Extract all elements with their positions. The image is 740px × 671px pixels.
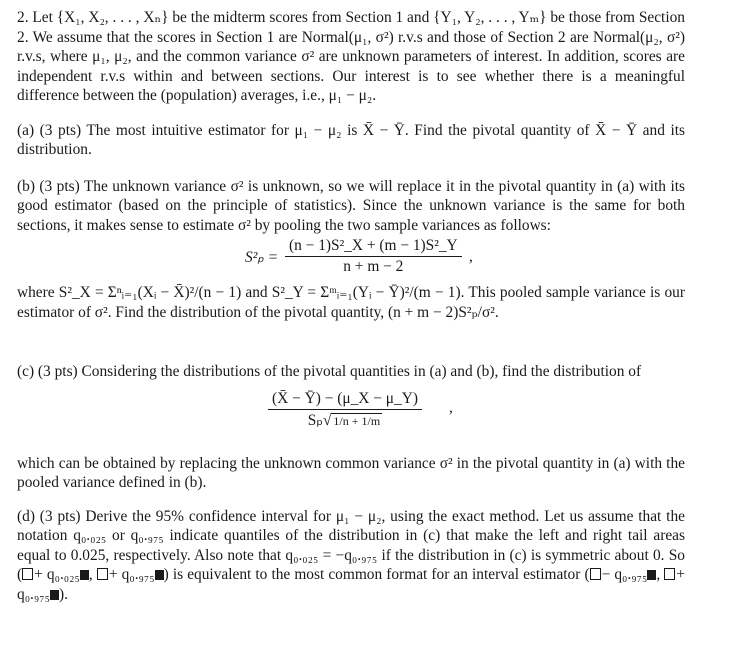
pooled-sd-symbol: Sₚ	[307, 411, 323, 429]
part-d-text-2: + q₀.₀₂₅	[34, 566, 80, 583]
part-d-text-3: ,	[88, 566, 93, 583]
part-d-text-5: ) is equivalent to the most common format for an interval estimator (	[163, 566, 590, 583]
blank-box-icon	[22, 568, 33, 580]
pooled-variance-denominator: n + m − 2	[343, 258, 404, 275]
part-d	[17, 507, 685, 605]
blank-box-icon	[590, 568, 601, 580]
part-d-text-4: + q₀.₉₇₅	[108, 566, 155, 583]
blank-box-icon	[97, 568, 108, 580]
part-d-text-1: (d) (3 pts) Derive the 95% confidence interval for μ₁ − μ₂, using the exact method. Let us assume that the notation q₀.₀₂₅ or q₀.₉₇₅ indicate quantiles of the distribution in (c) that make the left and right tail areas equal to 0.025, respectively. Also note that q₀.₀₂₅ = −q₀.₉₇₅ if the distribution in (c) is symmetric about 0. So (	[17, 507, 685, 583]
part-a: (a) (3 pts) The most intuitive estimator for μ₁ − μ₂ is X̄ − Ȳ. Find the pivotal quantity of X̄ − Ȳ and its distribution.	[17, 121, 685, 158]
part-c-continued: which can be obtained by replacing the unknown common variance σ² in the pivotal quantity in (a) with the pooled variance defined in (b).	[17, 454, 685, 491]
problem-intro: 2. Let {X₁, X₂, . . . , Xₙ} be the midterm scores from Section 1 and {Y₁, Y₂, . . . , Yₘ} be those from Section 2. We assume that the scores in Section 1 are Normal(μ₁, σ²) r.v.s and those of Section 2 are Normal(μ₂, σ²) r.v.s, where μ₁, μ₂, and the common variance σ² are unknown parameters of interest. In addition, scores are independent r.v.s within and between sections. Our interest is to see whether there is a meaningful difference between the (population) averages, i.e., μ₁ − μ₂.	[17, 9, 685, 104]
pooled-variance-numerator: (n − 1)S²_X + (m − 1)S²_Y	[289, 237, 458, 254]
filled-square-icon	[155, 570, 164, 580]
filled-square-icon	[80, 570, 89, 580]
sqrt-content: 1/n + 1/m	[333, 413, 381, 428]
t-statistic-denominator	[268, 411, 422, 430]
sqrt-icon: √	[322, 411, 332, 429]
blank-box-icon	[664, 568, 675, 580]
part-b: (b) (3 pts) The unknown variance σ² is unknown, so we will replace it in the pivotal quantity in (a) with its good estimator (based on the principle of statistics). Since the unknown variance is the same for both sections, it makes sense to estimate σ² by pooling the two sample variances as follows:	[17, 177, 685, 234]
part-d-text-7: ,	[656, 566, 661, 583]
part-d-text-6: − q₀.₉₇₅	[601, 566, 648, 583]
part-d-text-9: ).	[59, 585, 68, 603]
filled-square-icon	[647, 570, 656, 580]
t-statistic-comma: ,	[449, 398, 453, 416]
filled-square-icon	[50, 590, 59, 600]
part-c: (c) (3 pts) Considering the distributions of the pivotal quantities in (a) and (b), find the distribution of	[17, 363, 642, 380]
pooled-variance-comma: ,	[469, 248, 473, 265]
t-statistic-fraction	[268, 390, 422, 430]
part-d-text-8: + q₀.₉₇₅	[17, 566, 685, 603]
pooled-variance-lhs: S²ₚ =	[245, 249, 279, 266]
t-statistic-numerator: (X̄ − Ȳ) − (μ_X − μ_Y)	[272, 389, 418, 407]
t-statistic-equation	[17, 384, 685, 452]
part-b-continued: where S²_X = Σⁿᵢ₌₁(Xᵢ − X̄)²/(n − 1) and S²_Y = Σᵐᵢ₌₁(Yᵢ − Ȳ)²/(m − 1). This pooled sample variance is our estimator of σ². Find the distribution of the pivotal quantity, (n + m − 2)S²ₚ/σ².	[17, 284, 685, 321]
pooled-variance-equation	[17, 237, 685, 281]
problem-page	[17, 8, 685, 604]
pooled-variance-fraction	[285, 237, 462, 276]
